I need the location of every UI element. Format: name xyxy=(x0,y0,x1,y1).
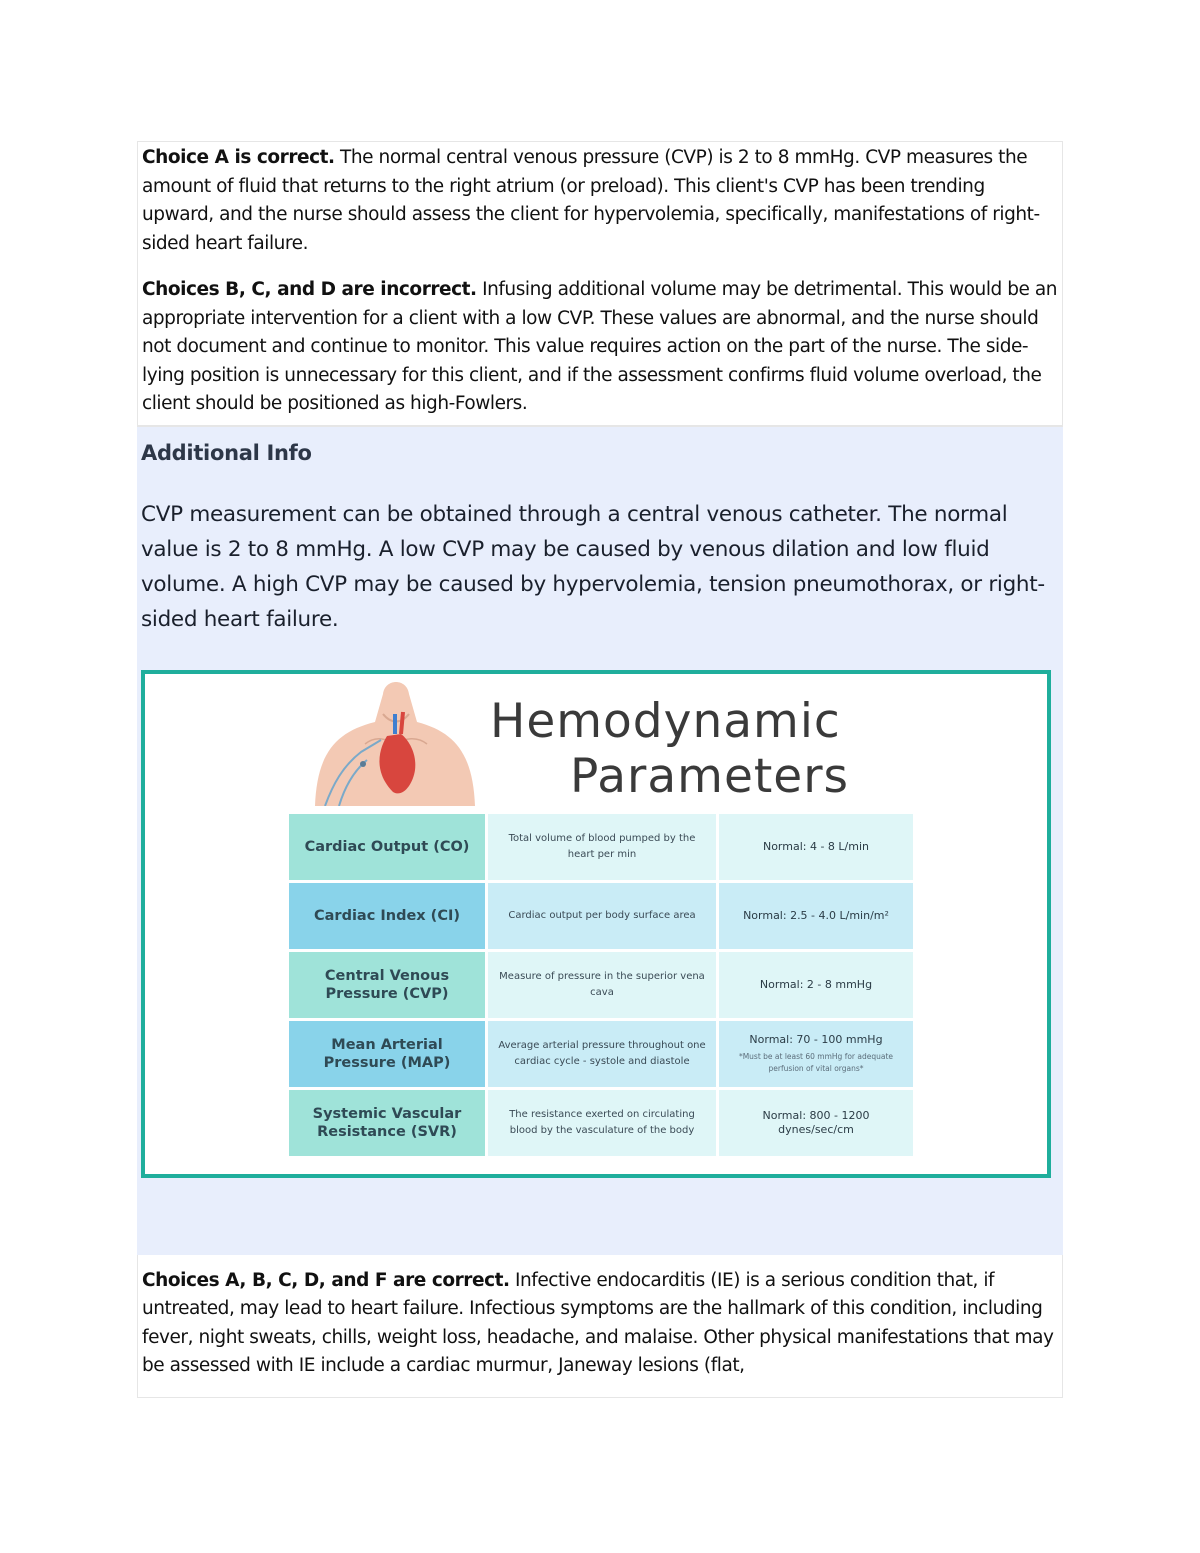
answer-incorrect-text: Infusing additional volume may be detrimental. This would be an appropriate intervention for a client with a low CVP. These values are abnormal, and the nurse should not document and continue to monitor. This value requires action on the part of the nurse. The side-lying position is unnecessary for this client, and if the assessment confirms fluid volume overload, the client should be positioned as high-Fowlers. xyxy=(142,279,1058,414)
rationale-block xyxy=(137,141,1063,426)
answer-ie-text: Infective endocarditis (IE) is a serious condition that, if untreated, may lead to heart failure. Infectious symptoms are the hallmark of this condition, including fever, night sweats, chills, weight loss, headache, and malaise. Other physical manifestations that may be assessed with IE include a cardiac murmur, Janeway lesions (flat, xyxy=(142,1269,1054,1376)
parameter-normal xyxy=(718,1019,915,1088)
parameter-description: The resistance exerted on circulating blood by the vasculature of the body xyxy=(487,1088,718,1157)
torso-heart-illustration xyxy=(305,674,485,806)
additional-info-text: CVP measurement can be obtained through a central venous catheter. The normal value is 2 to 8 mmHg. A low CVP may be caused by venous dilation and low fluid volume. A high CVP may be caused by hypervolemia, tension pneumothorax, or right-sided heart failure. xyxy=(141,501,1045,632)
answer-ie-paragraph xyxy=(142,1267,1058,1381)
table-row xyxy=(288,1019,915,1088)
answer-incorrect-lead: Choices B, C, and D are incorrect. xyxy=(142,279,477,300)
hemodynamic-parameters-figure xyxy=(141,670,1051,1178)
answer-incorrect-paragraph xyxy=(142,276,1058,419)
normal-value: Normal: 70 - 100 mmHg xyxy=(749,1032,883,1046)
normal-value: Normal: 4 - 8 L/min xyxy=(762,839,870,853)
parameter-name: Mean Arterial Pressure (MAP) xyxy=(288,1019,487,1088)
normal-value: Normal: 2.5 - 4.0 L/min/m² xyxy=(743,908,889,922)
table-row xyxy=(288,1088,915,1157)
parameter-description: Total volume of blood pumped by the heart per min xyxy=(487,812,718,881)
parameter-description: Measure of pressure in the superior vena cava xyxy=(487,950,718,1019)
parameter-name: Cardiac Output (CO) xyxy=(288,812,487,881)
figure-title-line2: Parameters xyxy=(570,748,850,804)
figure-title-line1: Hemodynamic xyxy=(490,693,841,749)
parameter-normal xyxy=(718,881,915,950)
parameter-description: Cardiac output per body surface area xyxy=(487,881,718,950)
parameter-normal xyxy=(718,1088,915,1157)
parameter-normal xyxy=(718,812,915,881)
answer-correct-text: The normal central venous pressure (CVP) is 2 to 8 mmHg. CVP measures the amount of fluid that returns to the right atrium (or preload). This client's CVP has been trending upward, and the nurse should assess the client for hypervolemia, specifically, manifestations of right-sided heart failure. xyxy=(142,147,1040,254)
figure-title xyxy=(490,694,849,804)
table-row xyxy=(288,950,915,1019)
table-row xyxy=(288,812,915,881)
normal-value: Normal: 2 - 8 mmHg xyxy=(759,977,873,991)
parameter-normal xyxy=(718,950,915,1019)
normal-note: *Must be at least 60 mmHg for adequate perfusion of vital organs* xyxy=(738,1051,894,1073)
parameter-name: Systemic Vascular Resistance (SVR) xyxy=(288,1088,487,1157)
document-page xyxy=(137,141,1063,1398)
table-row xyxy=(288,881,915,950)
rationale-block-2 xyxy=(137,1255,1063,1398)
hemodynamic-table xyxy=(286,811,916,1159)
parameter-name: Cardiac Index (CI) xyxy=(288,881,487,950)
parameter-name: Central Venous Pressure (CVP) xyxy=(288,950,487,1019)
additional-info-title: Additional Info xyxy=(141,440,312,465)
parameter-description: Average arterial pressure throughout one cardiac cycle - systole and diastole xyxy=(487,1019,718,1088)
normal-value: Normal: 800 - 1200 dynes/sec/cm xyxy=(762,1108,870,1136)
additional-info-section xyxy=(137,426,1063,1255)
answer-correct-lead: Choice A is correct. xyxy=(142,147,335,168)
answer-ie-lead: Choices A, B, C, D, and F are correct. xyxy=(142,1269,510,1291)
answer-correct-paragraph xyxy=(142,144,1058,258)
